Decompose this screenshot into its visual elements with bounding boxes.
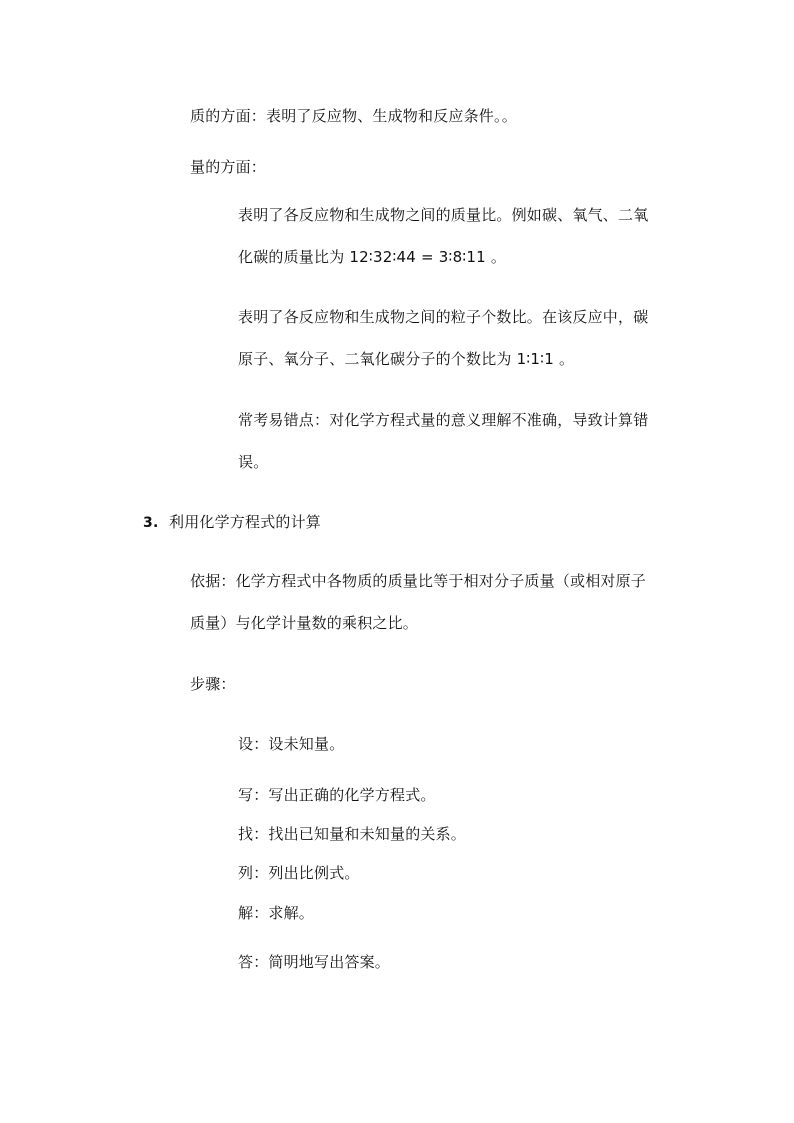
step-item: 设：设未知量。 [238,735,345,753]
section-title: 利用化学方程式的计算 [169,513,322,531]
quality-aspect-text: 质的方面：表明了反应物、生成物和反应条件。。 [190,107,517,125]
step-item: 写：写出正确的化学方程式。 [238,786,436,804]
common-error-line-2: 误。 [238,453,269,471]
particle-ratio-line-1: 表明了各反应物和生成物之间的粒子个数比。在该反应中，碳 [238,308,649,326]
step-item: 答：简明地写出答案。 [238,953,391,971]
mass-ratio-line-2: 化碳的质量比为 12∶32∶44 = 3∶8∶11 。 [238,248,507,266]
step-item: 找：找出已知量和未知量的关系。 [238,825,467,843]
quantity-aspect-label: 量的方面： [190,158,267,176]
section-heading [143,512,321,533]
particle-ratio-line-2: 原子、氧分子、二氧化碳分子的个数比为 1∶1∶1 。 [238,350,575,368]
common-error-line-1: 常考易错点：对化学方程式量的意义理解不准确，导致计算错 [238,411,649,429]
mass-ratio-line-1: 表明了各反应物和生成物之间的质量比。例如碳、氧气、二氧 [238,206,649,224]
steps-label: 步骤： [190,675,236,693]
section-number: 3. [143,515,159,531]
step-item: 解：求解。 [238,904,315,922]
basis-line-2: 质量）与化学计量数的乘积之比。 [190,614,419,632]
step-item: 列：列出比例式。 [238,864,360,882]
basis-line-1: 依据：化学方程式中各物质的质量比等于相对分子质量（或相对原子 [190,572,647,590]
